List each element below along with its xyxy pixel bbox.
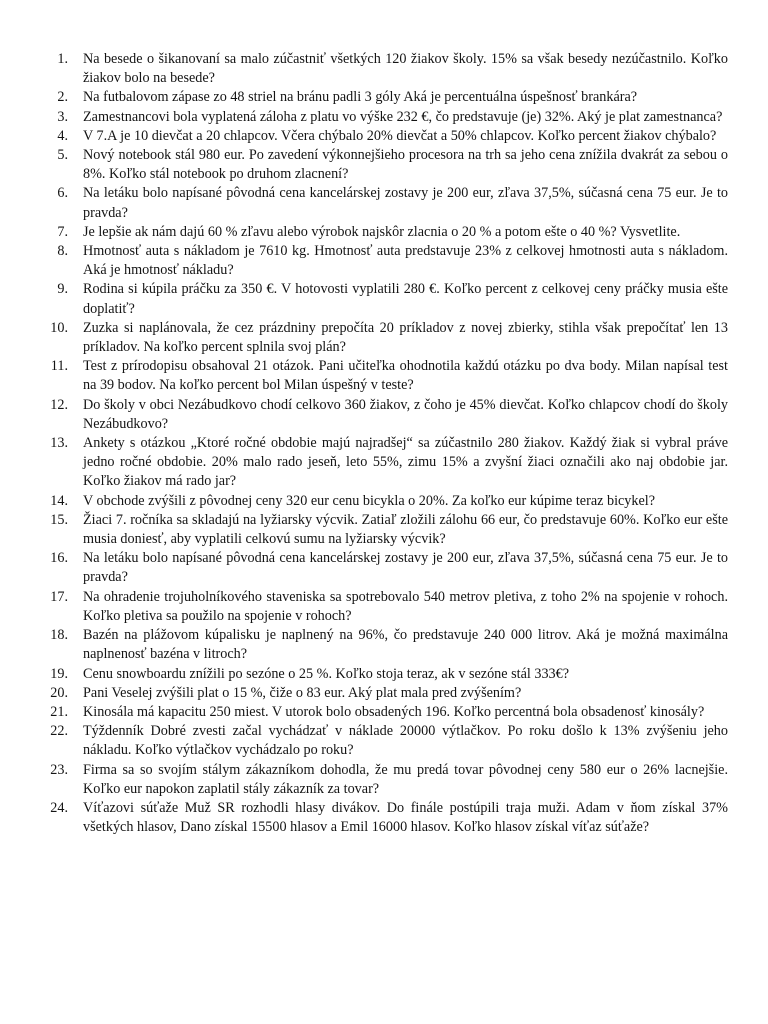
problem-text: V 7.A je 10 dievčat a 20 chlapcov. Včera chýbalo 20% dievčat a 50% chlapcov. Koľko percent žiakov chýbalo? — [83, 127, 717, 144]
problem-number: 6 . — [48, 184, 68, 203]
problem-item — [48, 511, 728, 549]
problem-text: Do školy v obci Nezábudkovo chodí celkovo 360 žiakov, z čoho je 45% dievčat. Koľko chlapcov chodí do školy Nezábudkovo? — [83, 396, 728, 432]
problem-item — [48, 88, 728, 107]
problem-number: 18 . — [48, 626, 68, 645]
problem-number: 7 . — [48, 223, 68, 242]
problem-number: 13 . — [48, 434, 68, 453]
problem-number: 1 . — [48, 50, 68, 69]
problem-item — [48, 761, 728, 799]
problem-text: Na letáku bolo napísané pôvodná cena kancelárskej zostavy je 200 eur, zľava 37,5%, súčasná cena 75 eur. Je to pravda? — [83, 185, 728, 221]
problem-text: Na ohradenie trojuholníkového staveniska sa spotrebovalo 540 metrov pletiva, z toho 2% na spojenie v rohoch. Koľko pletiva sa použilo na spojenie v rohoch? — [83, 588, 728, 624]
problem-number: 20 . — [48, 684, 68, 703]
problem-number: 4 . — [48, 127, 68, 146]
problem-text: Žiaci 7. ročníka sa skladajú na lyžiarsky výcvik. Zatiaľ zložili zálohu 66 eur, čo predstavuje 60%. Koľko eur ešte musia doniesť, aby vyplatili celkovú sumu na lyžiarsky výcvik? — [83, 511, 728, 548]
problem-text: Bazén na plážovom kúpalisku je naplnený na 96%, čo predstavuje 240 000 litrov. Aká je možná maximálna naplnenosť bazéna v litroch? — [83, 627, 728, 663]
problem-number: 14 . — [48, 492, 68, 511]
problem-text: Rodina si kúpila práčku za 350 €. V hotovosti vyplatili 280 €. Koľko percent z celkovej ceny práčky musia ešte doplatiť? — [83, 281, 728, 317]
problem-number: 8 . — [48, 242, 68, 261]
problem-text: Víťazovi súťaže Muž SR rozhodli hlasy divákov. Do finále postúpili traja muži. Adam v ňom získal 37% všetkých hlasov, Dano získal 15500 hlasov a Emil 16000 hlasov. Koľko hlasov získal víťaz súťaže? — [83, 799, 728, 836]
problem-item — [48, 280, 728, 318]
problem-text: V obchode zvýšili z pôvodnej ceny 320 eur cenu bicykla o 20%. Za koľko eur kúpime teraz bicykel? — [83, 492, 656, 509]
problem-item — [48, 319, 728, 357]
problem-text: Kinosála má kapacitu 250 miest. V utorok bolo obsadených 196. Koľko percentná bola obsadenosť kinosály? — [83, 703, 705, 720]
problem-item — [48, 50, 728, 88]
problem-item — [48, 549, 728, 587]
problem-item — [48, 722, 728, 760]
problem-text: Týždenník Dobré zvesti začal vychádzať v náklade 20000 výtlačkov. Po roku došlo k 13% zvýšeniu jeho nákladu. Koľko výtlačkov vychádzalo po roku? — [83, 723, 728, 759]
problem-item — [48, 492, 728, 511]
problem-item — [48, 626, 728, 664]
problem-number: 15 . — [48, 511, 68, 530]
problem-text: Zamestnancovi bola vyplatená záloha z platu vo výške 232 €, čo predstavuje (je) 32%. Aký je plat zamestnanca? — [83, 108, 723, 125]
problem-number: 11 . — [48, 357, 68, 376]
problem-number: 2 . — [48, 88, 68, 107]
problem-text: Na letáku bolo napísané pôvodná cena kancelárskej zostavy je 200 eur, zľava 37,5%, súčasná cena 75 eur. Je to pravda? — [83, 550, 728, 586]
problem-text: Na besede o šikanovaní sa malo zúčastniť všetkých 120 žiakov školy. 15% sa však besedy nezúčastnilo. Koľko žiakov bolo na besede? — [83, 51, 728, 87]
problem-number: 5 . — [48, 146, 68, 165]
problem-text: Test z prírodopisu obsahoval 21 otázok. Pani učiteľka ohodnotila každú otázku po dva body. Milan napísal test na 39 bodov. Na koľko percent bol Milan úspešný v teste? — [83, 358, 728, 394]
problem-item — [48, 242, 728, 280]
problem-number: 17 . — [48, 588, 68, 607]
problem-item — [48, 684, 728, 703]
problem-text: Pani Veselej zvýšili plat o 15 %, čiže o 83 eur. Aký plat mala pred zvýšením? — [83, 684, 522, 701]
problem-item — [48, 588, 728, 626]
problem-item — [48, 108, 728, 127]
problem-text: Na futbalovom zápase zo 48 striel na bránu padli 3 góly Aká je percentuálna úspešnosť brankára? — [83, 89, 638, 106]
problem-item — [48, 434, 728, 492]
problem-number: 16 . — [48, 549, 68, 568]
problem-number: 3 . — [48, 108, 68, 127]
problem-item — [48, 184, 728, 222]
problem-number: 9 . — [48, 280, 68, 299]
problem-item — [48, 127, 728, 146]
problem-number: 10 . — [48, 319, 68, 338]
problem-text: Nový notebook stál 980 eur. Po zavedení výkonnejšieho procesora na trh sa jeho cena znížila dvakrát za sebou o 8%. Koľko stál notebook po druhom zlacnení? — [83, 147, 728, 183]
problem-item — [48, 357, 728, 395]
problem-item — [48, 146, 728, 184]
problem-item — [48, 396, 728, 434]
problem-number: 21 . — [48, 703, 68, 722]
problem-number: 19 . — [48, 665, 68, 684]
problem-text: Hmotnosť auta s nákladom je 7610 kg. Hmotnosť auta predstavuje 23% z celkovej hmotnosti auta s nákladom. Aká je hmotnosť nákladu? — [83, 243, 728, 279]
problem-text: Firma sa so svojím stálym zákazníkom dohodla, že mu predá tovar pôvodnej ceny 580 eur o 26% lacnejšie. Koľko eur napokon zaplatil stály zákazník za tovar? — [83, 761, 728, 797]
problem-number: 12 . — [48, 396, 68, 415]
problem-text: Zuzka si naplánovala, že cez prázdniny prepočíta 20 príkladov z novej zbierky, stihla však prepočítať len 13 príkladov. Na koľko percent splnila svoj plán? — [83, 319, 728, 356]
problem-number: 24 . — [48, 799, 68, 818]
problem-text: Cenu snowboardu znížili po sezóne o 25 %. Koľko stoja teraz, ak v sezóne stál 333€? — [83, 665, 570, 682]
problem-number: 22 . — [48, 722, 68, 741]
problem-list — [48, 50, 728, 837]
problem-item — [48, 703, 728, 722]
problem-item — [48, 223, 728, 242]
problem-item — [48, 799, 728, 837]
problem-item — [48, 665, 728, 684]
problem-text: Ankety s otázkou „Ktoré ročné obdobie majú najradšej“ sa zúčastnilo 280 žiakov. Každý žiak si vybral práve jedno ročné obdobie. 20% malo rado jeseň, leto 55%, zimu 15% a zvyšní žiaci označili ako naj obdobie jar. Koľko žiakov má rado jar? — [83, 435, 728, 490]
problem-number: 23 . — [48, 761, 68, 780]
problem-text: Je lepšie ak nám dajú 60 % zľavu alebo výrobok najskôr zlacnia o 20 % a potom ešte o 40 %? Vysvetlite. — [83, 223, 681, 240]
